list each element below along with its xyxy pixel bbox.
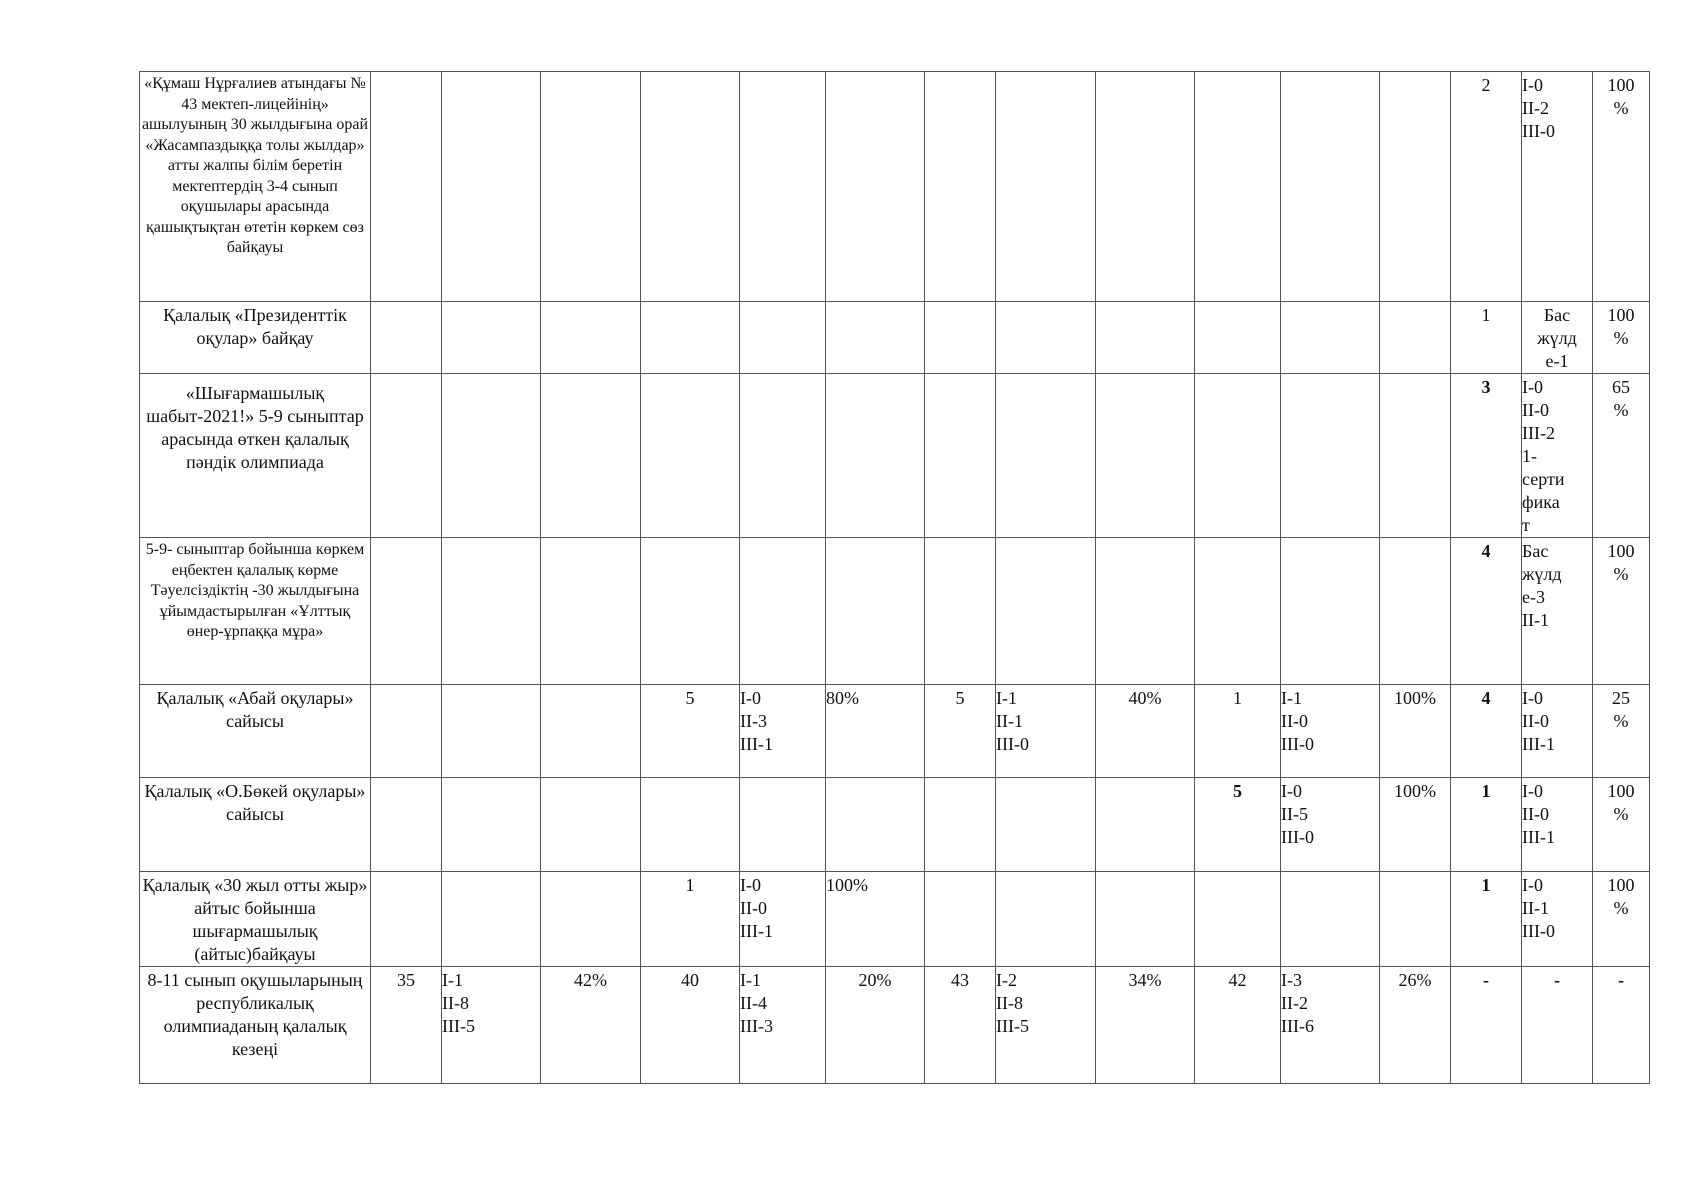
cell [996,302,1096,374]
cell [641,778,740,872]
quality-percent: 100% [1380,685,1451,778]
participants-count: 4 [1451,685,1522,778]
results-table [139,71,1650,1084]
competition-name: Қалалық «Абай оқулары» сайысы [140,685,371,778]
cell [1096,778,1195,872]
cell [641,72,740,302]
quality-percent: 34% [1096,967,1195,1084]
cell [442,685,541,778]
quality-percent: 65 % [1593,374,1650,538]
cell [1195,72,1281,302]
cell [826,72,925,302]
quality-percent: 80% [826,685,925,778]
cell [1096,374,1195,538]
prize-breakdown: І-0 ІІ-2 ІІІ-0 [1522,72,1593,302]
prize-breakdown: І-3 ІІ-2 ІІІ-6 [1281,967,1380,1084]
prize-breakdown: І-1 ІІ-8 ІІІ-5 [442,967,541,1084]
cell [1380,872,1451,967]
table-row [140,302,1650,374]
prize-breakdown: - [1522,967,1593,1084]
table-row [140,374,1650,538]
quality-percent: 40% [1096,685,1195,778]
participants-count: 5 [925,685,996,778]
prize-breakdown: І-1 ІІ-4 ІІІ-3 [740,967,826,1084]
cell [740,778,826,872]
participants-count: 2 [1451,72,1522,302]
cell [1096,72,1195,302]
cell [740,374,826,538]
cell [1195,374,1281,538]
participants-count: 5 [641,685,740,778]
cell [925,302,996,374]
cell [641,302,740,374]
competition-name: 5-9- сыныптар бойынша көркем еңбектен қалалық көрме Тәуелсіздіктің -30 жылдығына ұйымдастырылған «Ұлттық өнер-ұрпаққа мұра» [140,538,371,685]
cell [1281,374,1380,538]
participants-count: 4 [1451,538,1522,685]
competition-name: Қалалық «О.Бөкей оқулары» сайысы [140,778,371,872]
cell [1380,374,1451,538]
quality-percent: 25 % [1593,685,1650,778]
cell [996,374,1096,538]
cell [925,538,996,685]
prize-breakdown: І-0 ІІ-0 ІІІ-1 [1522,778,1593,872]
cell [826,778,925,872]
cell [541,72,641,302]
cell [541,538,641,685]
cell [996,538,1096,685]
cell [1281,72,1380,302]
cell [541,302,641,374]
participants-count: 1 [1451,302,1522,374]
quality-percent: 100% [1380,778,1451,872]
cell [996,778,1096,872]
cell [925,778,996,872]
cell [1096,302,1195,374]
cell [371,302,442,374]
cell [826,374,925,538]
quality-percent: 42% [541,967,641,1084]
cell [826,538,925,685]
competition-name: «Құмаш Нұрғалиев атындағы № 43 мектеп-лицейінің» ашылуының 30 жылдығына орай «Жасампаздыққа толы жылдар» атты жалпы білім беретін мектептердің 3-4 сынып оқушылары арасында қашықтықтан өтетін көркем сөз байқауы [140,72,371,302]
cell [541,872,641,967]
cell [641,374,740,538]
cell [996,872,1096,967]
participants-count: 40 [641,967,740,1084]
prize-breakdown: І-0 ІІ-0 ІІІ-1 [1522,685,1593,778]
cell [442,872,541,967]
table-row [140,72,1650,302]
cell [1281,538,1380,685]
prize-breakdown: І-1 ІІ-0 ІІІ-0 [1281,685,1380,778]
prize-breakdown: І-0 ІІ-0 ІІІ-2 1- серти фика т [1522,374,1593,538]
participants-count: - [1451,967,1522,1084]
table-row [140,685,1650,778]
cell [1380,538,1451,685]
cell [442,374,541,538]
prize-breakdown: І-0 ІІ-3 ІІІ-1 [740,685,826,778]
cell [541,778,641,872]
cell [442,778,541,872]
cell [740,302,826,374]
quality-percent: 100% [826,872,925,967]
quality-percent: 100 % [1593,538,1650,685]
cell [1096,872,1195,967]
cell [442,72,541,302]
participants-count: 1 [1451,778,1522,872]
cell [442,538,541,685]
cell [371,374,442,538]
cell [1195,538,1281,685]
prize-breakdown: І-2 ІІ-8 ІІІ-5 [996,967,1096,1084]
quality-percent: 100 % [1593,778,1650,872]
participants-count: 43 [925,967,996,1084]
quality-percent: - [1593,967,1650,1084]
prize-breakdown: Бас жүлд е-1 [1522,302,1593,374]
cell [1281,302,1380,374]
cell [1195,302,1281,374]
cell [996,72,1096,302]
cell [541,685,641,778]
cell [925,374,996,538]
competition-name: «Шығармашылық шабыт-2021!» 5-9 сыныптар арасында өткен қалалық пәндік олимпиада [140,374,371,538]
table-row [140,872,1650,967]
cell [541,374,641,538]
participants-count: 1 [641,872,740,967]
prize-breakdown: І-0 ІІ-0 ІІІ-1 [740,872,826,967]
table-row [140,538,1650,685]
participants-count: 1 [1451,872,1522,967]
quality-percent: 20% [826,967,925,1084]
cell [1281,872,1380,967]
cell [371,778,442,872]
cell [826,302,925,374]
cell [1096,538,1195,685]
cell [925,72,996,302]
participants-count: 1 [1195,685,1281,778]
competition-name: Қалалық «Президенттік оқулар» байқау [140,302,371,374]
cell [371,538,442,685]
participants-count: 42 [1195,967,1281,1084]
cell [925,872,996,967]
quality-percent: 100 % [1593,872,1650,967]
cell [1195,872,1281,967]
participants-count: 35 [371,967,442,1084]
prize-breakdown: І-0 ІІ-5 ІІІ-0 [1281,778,1380,872]
competition-name: 8-11 сынып оқушыларының республикалық олимпиаданың қалалық кезеңі [140,967,371,1084]
quality-percent: 26% [1380,967,1451,1084]
cell [641,538,740,685]
competition-name: Қалалық «30 жыл отты жыр» айтыс бойынша шығармашылық (айтыс)байқауы [140,872,371,967]
cell [1380,302,1451,374]
cell [1380,72,1451,302]
quality-percent: 100 % [1593,302,1650,374]
quality-percent: 100 % [1593,72,1650,302]
cell [740,538,826,685]
cell [740,72,826,302]
prize-breakdown: І-1 ІІ-1 ІІІ-0 [996,685,1096,778]
cell [371,72,442,302]
prize-breakdown: Бас жүлд е-3 ІІ-1 [1522,538,1593,685]
participants-count: 5 [1195,778,1281,872]
prize-breakdown: І-0 ІІ-1 ІІІ-0 [1522,872,1593,967]
table-row [140,778,1650,872]
cell [371,685,442,778]
cell [371,872,442,967]
cell [442,302,541,374]
table-row [140,967,1650,1084]
participants-count: 3 [1451,374,1522,538]
